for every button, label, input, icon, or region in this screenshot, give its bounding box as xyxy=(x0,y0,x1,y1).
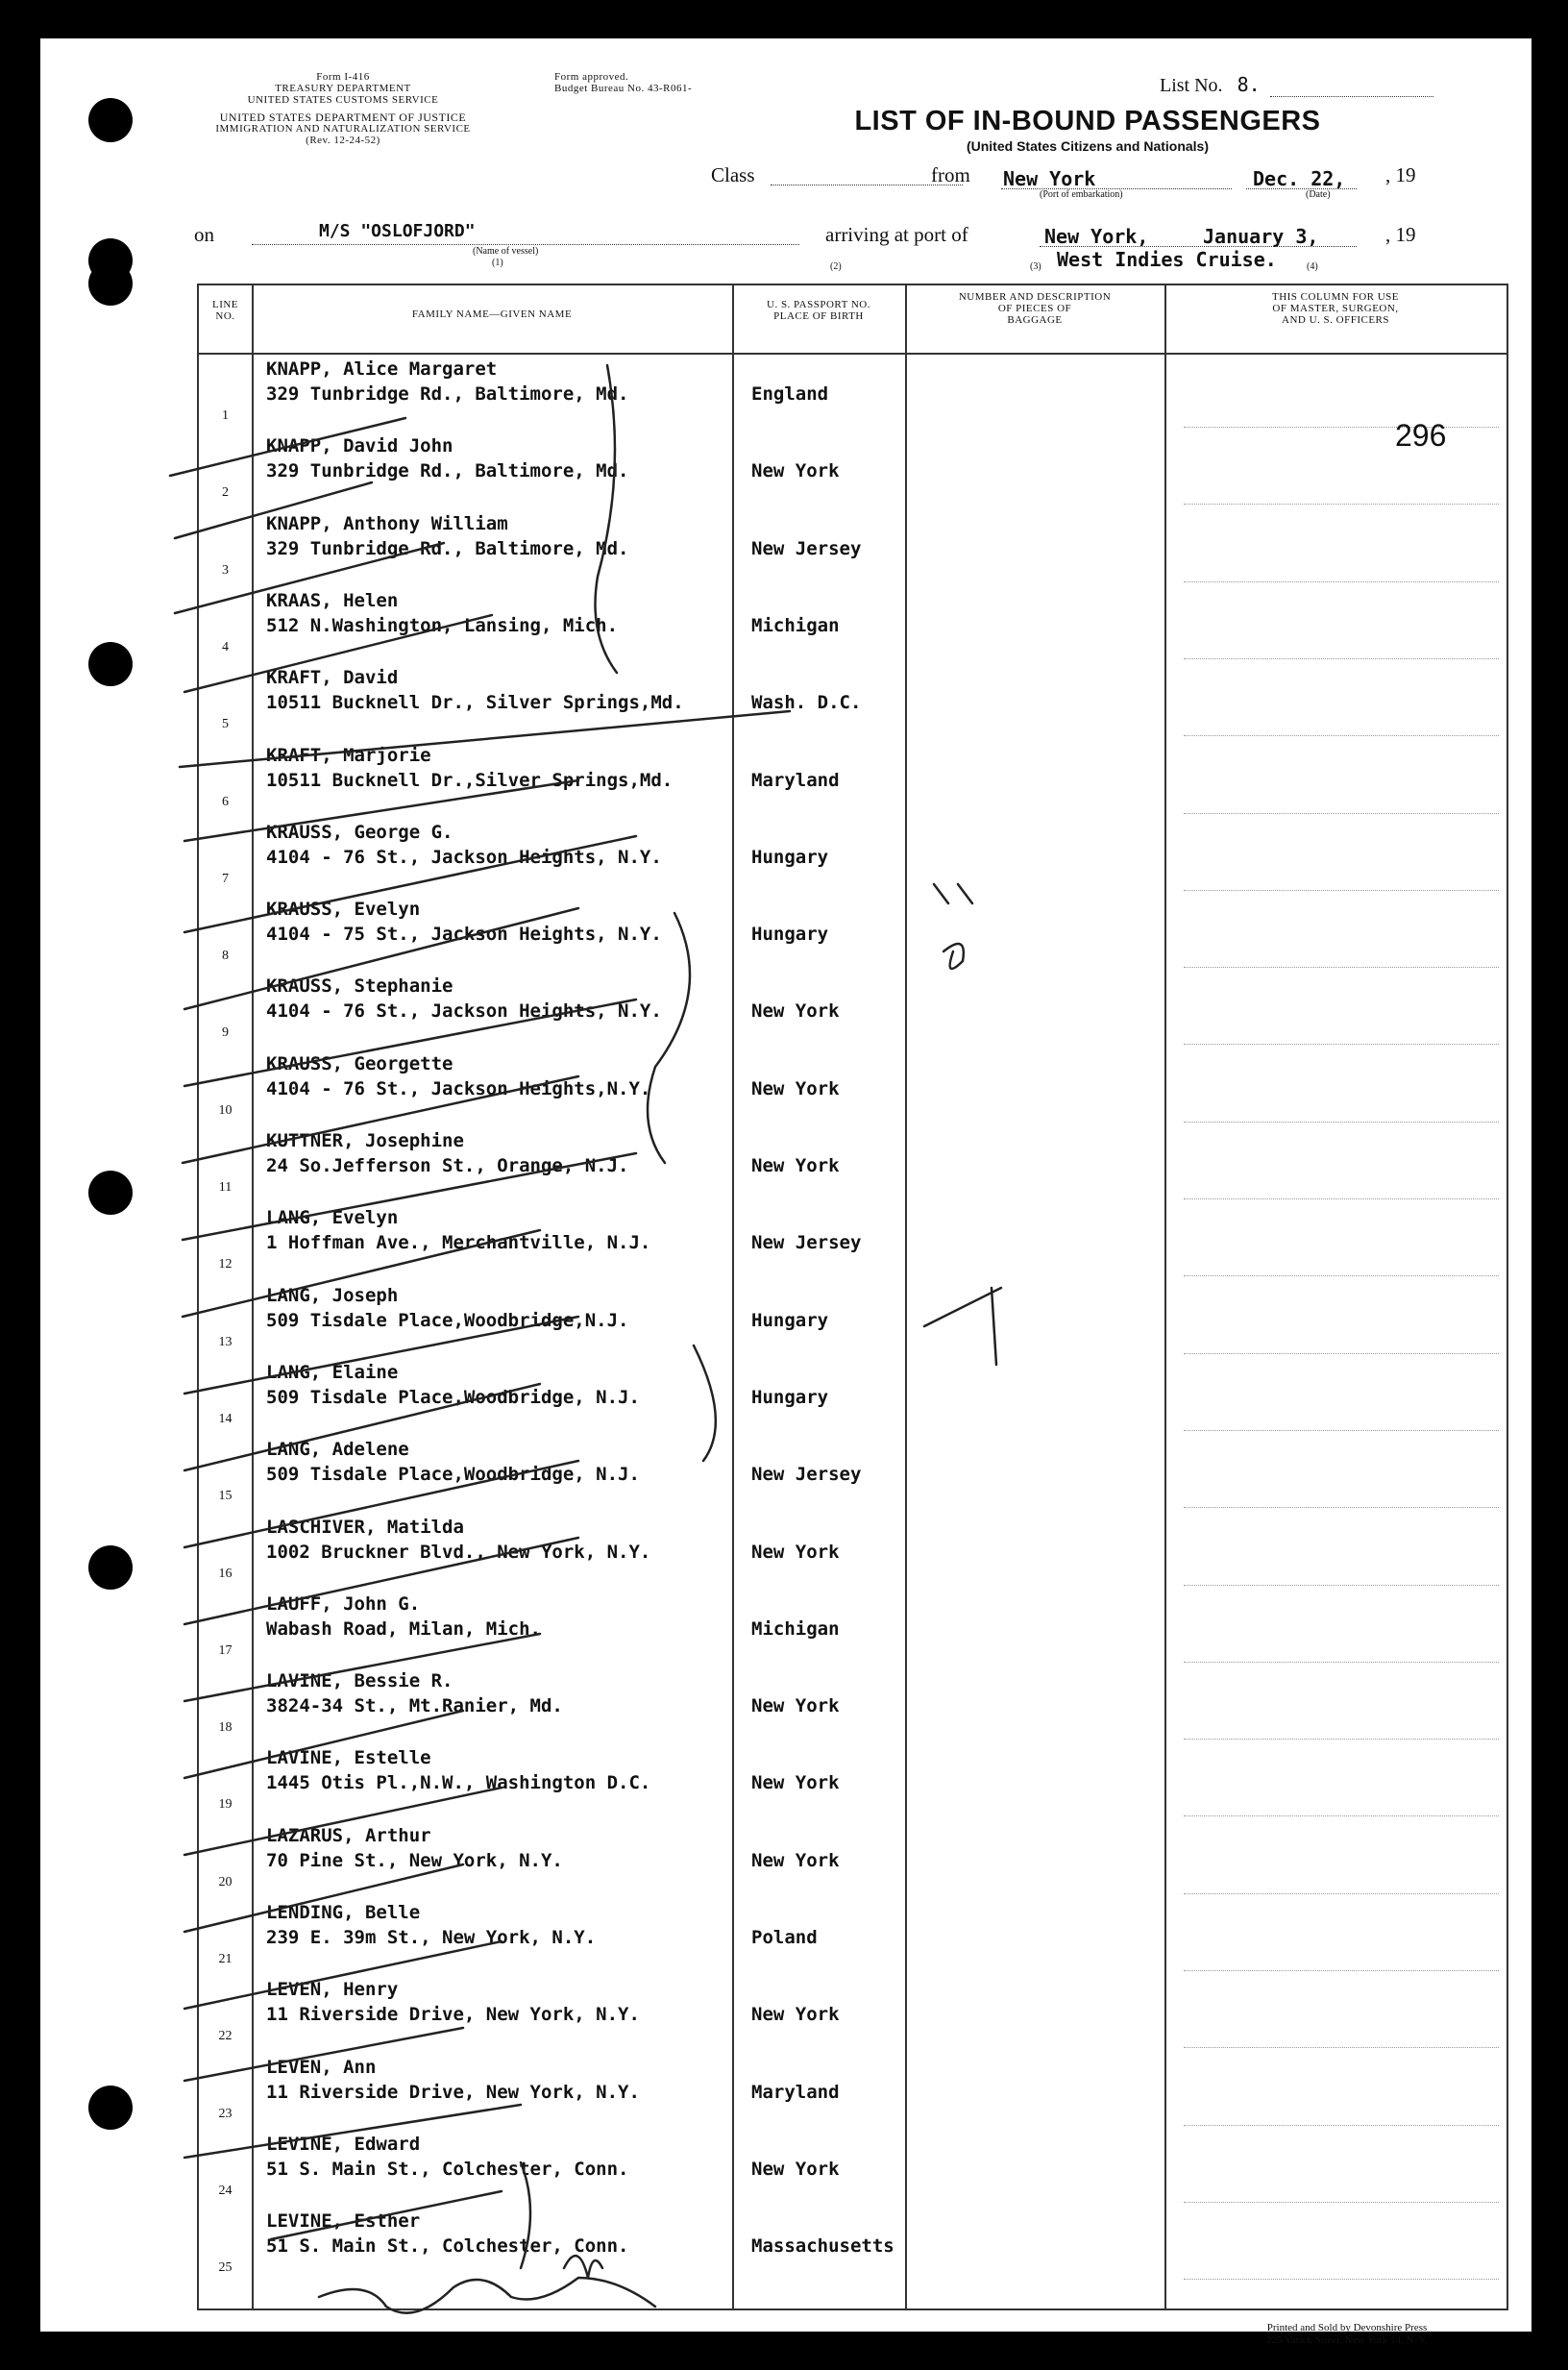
passenger-name: KRAFT, Marjorie xyxy=(266,744,431,766)
birth-place: Hungary xyxy=(751,1309,829,1331)
date-caption: (Date) xyxy=(1306,189,1331,200)
punch-hole xyxy=(88,1171,133,1215)
passenger-name: KRAUSS, George G. xyxy=(266,821,453,843)
passenger-name: LANG, Evelyn xyxy=(266,1207,399,1229)
birth-place: New Jersey xyxy=(751,1464,862,1486)
table-row xyxy=(199,663,1507,740)
line-number: 7 xyxy=(222,871,229,886)
officer-line xyxy=(1184,1044,1499,1045)
line-number: 24 xyxy=(218,2183,233,2198)
birth-place: New York xyxy=(751,2158,840,2180)
passenger-name: LEVEN, Ann xyxy=(266,2056,377,2078)
line-number: 9 xyxy=(222,1025,229,1041)
table-row xyxy=(199,1975,1507,2052)
passenger-name: LEVINE, Edward xyxy=(266,2133,421,2155)
passenger-name: KNAPP, Anthony William xyxy=(266,512,508,534)
col-baggage: NUMBER AND DESCRIPTION OF PIECES OF BAGGAGE xyxy=(958,291,1112,326)
passenger-address: 1445 Otis Pl.,N.W., Washington D.C. xyxy=(266,1772,651,1794)
line-number: 5 xyxy=(222,717,229,732)
birth-place: Massachusetts xyxy=(751,2235,894,2258)
passenger-name: KNAPP, David John xyxy=(266,435,453,457)
from-label: from xyxy=(931,163,970,186)
punch-hole xyxy=(88,2086,133,2130)
passenger-address: 509 Tisdale Place,Woodbridge,N.J. xyxy=(266,1309,629,1331)
table-row xyxy=(199,2207,1507,2284)
passenger-name: KUTTNER, Josephine xyxy=(266,1130,464,1151)
embarkation-date: Dec. 22, xyxy=(1253,167,1346,190)
table-row xyxy=(199,355,1507,432)
passenger-name: LANG, Elaine xyxy=(266,1361,399,1383)
officer-line xyxy=(1184,1970,1499,1971)
table-row xyxy=(199,818,1507,895)
passenger-name: KRAFT, David xyxy=(266,667,399,689)
birth-place: New Jersey xyxy=(751,1232,862,1254)
line-number: 11 xyxy=(218,1180,233,1195)
table-row xyxy=(199,741,1507,818)
passenger-name: KRAUSS, Stephanie xyxy=(266,975,453,998)
line-number: 21 xyxy=(218,1952,233,1966)
passenger-address: 239 E. 39m St., New York, N.Y. xyxy=(266,1927,597,1948)
passenger-address: 24 So.Jefferson St., Orange, N.J. xyxy=(266,1155,629,1176)
birth-place: New York xyxy=(751,1541,840,1563)
punch-hole xyxy=(88,98,133,142)
arriving-label: arriving at port of xyxy=(825,223,968,246)
manifest-page: Form I-416 TREASURY DEPARTMENT UNITED STATES CUSTOMS SERVICE UNITED STATES DEPARTMENT OF JUSTICE IMMIGRATION AND NATURALIZATION SERVICE (Rev. 12-24-52) Form approved. Budget Bureau No. 43-R061- List No. 8. LIST OF IN-BOUND PASSENGERS (United States Citizens and Nationals) Class from New York (Port of embarkation) Dec. 22, (Date) , 19 on M/S "OSLOFJORD" (Name of vessel) (1) arriving at port of New York, January 3, , 19 West Indies Cruise. (2) (3) (4) LINE NO. FAMILY NAME—GIVEN NAME U. S. PASSPORT NO. PLACE OF BIRTH NUMBER AND DESCRIPTION OF PIECES OF BAGGAGE THIS COLUMN FOR USE OF MASTER, SURGEON, AND U. S. OFFICERS 1 KNAPP, Alice Margaret 329 Tunbridge Rd., Baltimore, Md. England 2 KNAPP, David John 329 Tunbridge Rd., Baltimore, Md. New York 3 KNAPP, Anthony William 329 Tunbridge Rd., Baltimore, Md. New Jersey 4 KRAAS, Helen 512 N.Washington, Lansing, Mich. Michigan 5 KRAFT, David 10511 Bucknell Dr., Silver Springs,Md. Wash. D.C. 6 KRAFT, Marjorie 10511 Bucknell Dr.,Silver Springs,Md. Maryland 7 KRAUSS, George G. 4104 - 76 St., Jackson Heights, N.Y. Hungary 8 KRAUSS, Evelyn 4104 - 75 St., Jackson Heights, N.Y. Hungary 9 KRAUSS, Stephanie 4104 - 76 St., Jackson Heights, N.Y. New York 10 KRAUSS, Georgette 4104 - 76 St., Jackson Heights,N.Y. New York 11 KUTTNER, Josephine 24 So.Jefferson St., Orange, N.J. New York 12 LANG, Evelyn 1 Hoffman Ave., Merchantville, N.J. New Jersey 13 LANG, Joseph 509 Tisdale Place,Woodbridge,N.J. Hungary 14 LANG, Elaine 509 Tisdale Place,Woodbridge, N.J. Hungary 15 LANG, Adelene 509 Tisdale Place,Woodbridge, N.J. New Jersey 16 LASCHIVER, Matilda 1002 Bruckner Blvd., New York, N.Y. New York 17 LAUFF, John G. Wabash Road, Milan, Mich. Michigan 18 LAVINE, Bessie R. 3824-34 St., Mt.Ranier, Md. New York 19 LAVINE, Estelle 1445 Otis Pl.,N.W., Washington D.C. New York 20 LAZARUS, Arthur 70 Pine St., New York, N.Y. New York 21 LENDING, Belle 239 E. 39m St., New York, N.Y. Poland 22 LEVEN, Henry 11 Riverside Drive, New York, N.Y. New York 23 LEVEN, Ann 11 Riverside Drive, New York, N.Y. Maryland 24 LEVINE, Edward 51 S. Main St., Colchester, Conn. New York 25 LEVINE, Esther 51 S. Main St., Colchester, Conn. Massachusetts 296 Printed and Sold by Devonshire Press 225 Varick Street, New York 14, N. Y. xyxy=(40,38,1531,2332)
arrival-year-label: , 19 xyxy=(1385,223,1416,246)
table-row xyxy=(199,1435,1507,1512)
table-row xyxy=(199,972,1507,1049)
birth-place: New York xyxy=(751,1849,840,1871)
line-number: 23 xyxy=(218,2106,233,2121)
birth-place: Wash. D.C. xyxy=(751,692,862,714)
punch-hole xyxy=(88,642,133,686)
line-number: 10 xyxy=(218,1102,233,1118)
passenger-name: LEVINE, Esther xyxy=(266,2210,421,2233)
birth-place: Michigan xyxy=(751,614,840,636)
year-label: , 19 xyxy=(1385,163,1416,186)
table-row xyxy=(199,509,1507,586)
passenger-address: 51 S. Main St., Colchester, Conn. xyxy=(266,2158,629,2180)
port-caption: (Port of embarkation) xyxy=(1040,189,1123,200)
passenger-name: LAZARUS, Arthur xyxy=(266,1824,431,1846)
birth-place: New York xyxy=(751,1772,840,1794)
passenger-name: LANG, Joseph xyxy=(266,1284,399,1306)
passenger-address: 329 Tunbridge Rd., Baltimore, Md. xyxy=(266,460,629,482)
table-row xyxy=(199,1590,1507,1666)
officer-line xyxy=(1184,1893,1499,1894)
table-row xyxy=(199,1203,1507,1280)
officer-line xyxy=(1184,1353,1499,1354)
officer-line xyxy=(1184,813,1499,814)
birth-place: Hungary xyxy=(751,1386,829,1408)
vessel-name: M/S "OSLOFJORD" xyxy=(319,221,476,241)
passenger-address: 509 Tisdale Place,Woodbridge, N.J. xyxy=(266,1464,640,1486)
col-name: FAMILY NAME—GIVEN NAME xyxy=(411,309,573,320)
printer-credit: Printed and Sold by Devonshire Press 225 Varick Street, New York 14, N. Y. xyxy=(1266,2322,1428,2346)
passenger-table xyxy=(197,284,1508,2310)
passenger-name: LANG, Adelene xyxy=(266,1439,409,1461)
list-number: List No. 8. xyxy=(1160,73,1261,96)
officer-line xyxy=(1184,735,1499,736)
passenger-address: 11 Riverside Drive, New York, N.Y. xyxy=(266,2081,640,2103)
birth-place: New York xyxy=(751,1695,840,1717)
cruise-name: West Indies Cruise. xyxy=(1057,248,1277,271)
passenger-name: LAVINE, Estelle xyxy=(266,1747,431,1769)
officer-line xyxy=(1184,1430,1499,1431)
officer-line xyxy=(1184,427,1499,428)
passenger-address: 11 Riverside Drive, New York, N.Y. xyxy=(266,2004,640,2026)
officer-line xyxy=(1184,504,1499,505)
birth-place: New York xyxy=(751,2004,840,2026)
table-row xyxy=(199,1898,1507,1975)
line-number: 3 xyxy=(222,562,229,578)
page-title: LIST OF IN-BOUND PASSENGERS xyxy=(854,106,1321,136)
table-row xyxy=(199,1281,1507,1358)
passenger-address: 329 Tunbridge Rd., Baltimore, Md. xyxy=(266,383,629,405)
line-number: 14 xyxy=(218,1411,233,1426)
passenger-name: KRAAS, Helen xyxy=(266,589,399,611)
line-number: 4 xyxy=(222,639,229,654)
officer-line xyxy=(1184,967,1499,968)
birth-place: England xyxy=(751,383,829,405)
officer-line xyxy=(1184,1122,1499,1123)
line-number: 8 xyxy=(222,949,229,964)
line-number: 19 xyxy=(218,1797,233,1813)
birth-place: New York xyxy=(751,1077,840,1099)
passenger-address: 509 Tisdale Place,Woodbridge, N.J. xyxy=(266,1386,640,1408)
passenger-name: KRAUSS, Evelyn xyxy=(266,899,421,921)
passenger-address: 51 S. Main St., Colchester, Conn. xyxy=(266,2235,629,2258)
officer-line xyxy=(1184,890,1499,891)
birth-place: Hungary xyxy=(751,846,829,868)
punch-hole xyxy=(88,261,133,306)
birth-place: New Jersey xyxy=(751,537,862,559)
table-row xyxy=(199,1821,1507,1898)
passenger-address: 1002 Bruckner Blvd., New York, N.Y. xyxy=(266,1541,651,1563)
line-number: 25 xyxy=(218,2260,233,2276)
birth-place: Poland xyxy=(751,1927,818,1948)
line-number: 16 xyxy=(218,1566,233,1581)
table-row xyxy=(199,586,1507,663)
line-number: 20 xyxy=(218,1874,233,1889)
punch-hole xyxy=(88,1545,133,1590)
embarkation-port: New York xyxy=(1003,167,1096,190)
officer-line xyxy=(1184,1585,1499,1586)
passenger-name: LAUFF, John G. xyxy=(266,1592,421,1615)
table-row xyxy=(199,895,1507,972)
table-row xyxy=(199,1513,1507,1590)
officer-line xyxy=(1184,658,1499,659)
line-number: 22 xyxy=(218,2029,233,2044)
passenger-name: LEVEN, Henry xyxy=(266,1979,399,2001)
table-row xyxy=(199,2130,1507,2207)
birth-place: New York xyxy=(751,1000,840,1023)
line-number: 12 xyxy=(218,1257,233,1272)
line-number: 13 xyxy=(218,1334,233,1349)
officer-line xyxy=(1184,581,1499,582)
passenger-address: 10511 Bucknell Dr., Silver Springs,Md. xyxy=(266,692,684,714)
col-officers: THIS COLUMN FOR USE OF MASTER, SURGEON, AND U. S. OFFICERS xyxy=(1271,291,1400,326)
officer-line xyxy=(1184,2125,1499,2126)
line-number: 15 xyxy=(218,1489,233,1504)
line-number: 2 xyxy=(222,485,229,501)
table-row xyxy=(199,1126,1507,1203)
col-line-no: LINE NO. xyxy=(211,299,239,322)
officer-line xyxy=(1184,2279,1499,2280)
passenger-address: 3824-34 St., Mt.Ranier, Md. xyxy=(266,1695,563,1717)
passenger-address: 4104 - 76 St., Jackson Heights,N.Y. xyxy=(266,1077,651,1099)
page-subtitle: (United States Citizens and Nationals) xyxy=(966,138,1210,154)
passenger-name: LAVINE, Bessie R. xyxy=(266,1670,453,1692)
table-row xyxy=(199,432,1507,508)
passenger-address: 1 Hoffman Ave., Merchantville, N.J. xyxy=(266,1232,651,1254)
officer-line xyxy=(1184,1739,1499,1740)
officer-line xyxy=(1184,2047,1499,2048)
birth-place: Maryland xyxy=(751,769,840,791)
line-number: 18 xyxy=(218,1720,233,1736)
vessel-caption: (Name of vessel) xyxy=(473,246,539,257)
form-agency-header: Form I-416 TREASURY DEPARTMENT UNITED STATES CUSTOMS SERVICE UNITED STATES DEPARTMENT OF JUSTICE IMMIGRATION AND NATURALIZATION SERVICE (Rev. 12-24-52) xyxy=(215,71,471,146)
passenger-address: 512 N.Washington, Lansing, Mich. xyxy=(266,614,619,636)
arrival-date: January 3, xyxy=(1203,225,1319,248)
birth-place: Hungary xyxy=(751,924,829,946)
passenger-address: 70 Pine St., New York, N.Y. xyxy=(266,1849,563,1871)
budget-approval: Form approved. Budget Bureau No. 43-R061- xyxy=(554,71,693,94)
birth-place: New York xyxy=(751,460,840,482)
birth-place: Michigan xyxy=(751,1617,840,1640)
passenger-address: 329 Tunbridge Rd., Baltimore, Md. xyxy=(266,537,629,559)
line-number: 6 xyxy=(222,794,229,809)
officer-number: 296 xyxy=(1395,418,1447,453)
passenger-address: 4104 - 75 St., Jackson Heights, N.Y. xyxy=(266,924,662,946)
table-row xyxy=(199,1049,1507,1126)
passenger-name: KRAUSS, Georgette xyxy=(266,1052,453,1074)
class-label: Class xyxy=(711,163,755,186)
officer-line xyxy=(1184,1275,1499,1276)
passenger-address: 10511 Bucknell Dr.,Silver Springs,Md. xyxy=(266,769,674,791)
passenger-name: LASCHIVER, Matilda xyxy=(266,1516,464,1538)
table-row xyxy=(199,1743,1507,1820)
birth-place: New York xyxy=(751,1155,840,1176)
officer-line xyxy=(1184,1662,1499,1663)
col-passport: U. S. PASSPORT NO. PLACE OF BIRTH xyxy=(767,299,870,322)
table-row xyxy=(199,1358,1507,1435)
passenger-address: Wabash Road, Milan, Mich. xyxy=(266,1617,541,1640)
passenger-address: 4104 - 76 St., Jackson Heights, N.Y. xyxy=(266,846,662,868)
line-number: 1 xyxy=(222,408,229,423)
birth-place: Maryland xyxy=(751,2081,840,2103)
on-label: on xyxy=(194,223,214,246)
officer-line xyxy=(1184,1815,1499,1816)
passenger-address: 4104 - 76 St., Jackson Heights, N.Y. xyxy=(266,1000,662,1023)
table-row xyxy=(199,1666,1507,1743)
officer-line xyxy=(1184,2202,1499,2203)
arrival-port: New York, xyxy=(1044,225,1149,248)
passenger-name: KNAPP, Alice Margaret xyxy=(266,358,498,380)
passenger-name: LENDING, Belle xyxy=(266,1902,421,1923)
table-row xyxy=(199,2053,1507,2130)
line-number: 17 xyxy=(218,1642,233,1658)
officer-line xyxy=(1184,1198,1499,1199)
officer-line xyxy=(1184,1507,1499,1508)
